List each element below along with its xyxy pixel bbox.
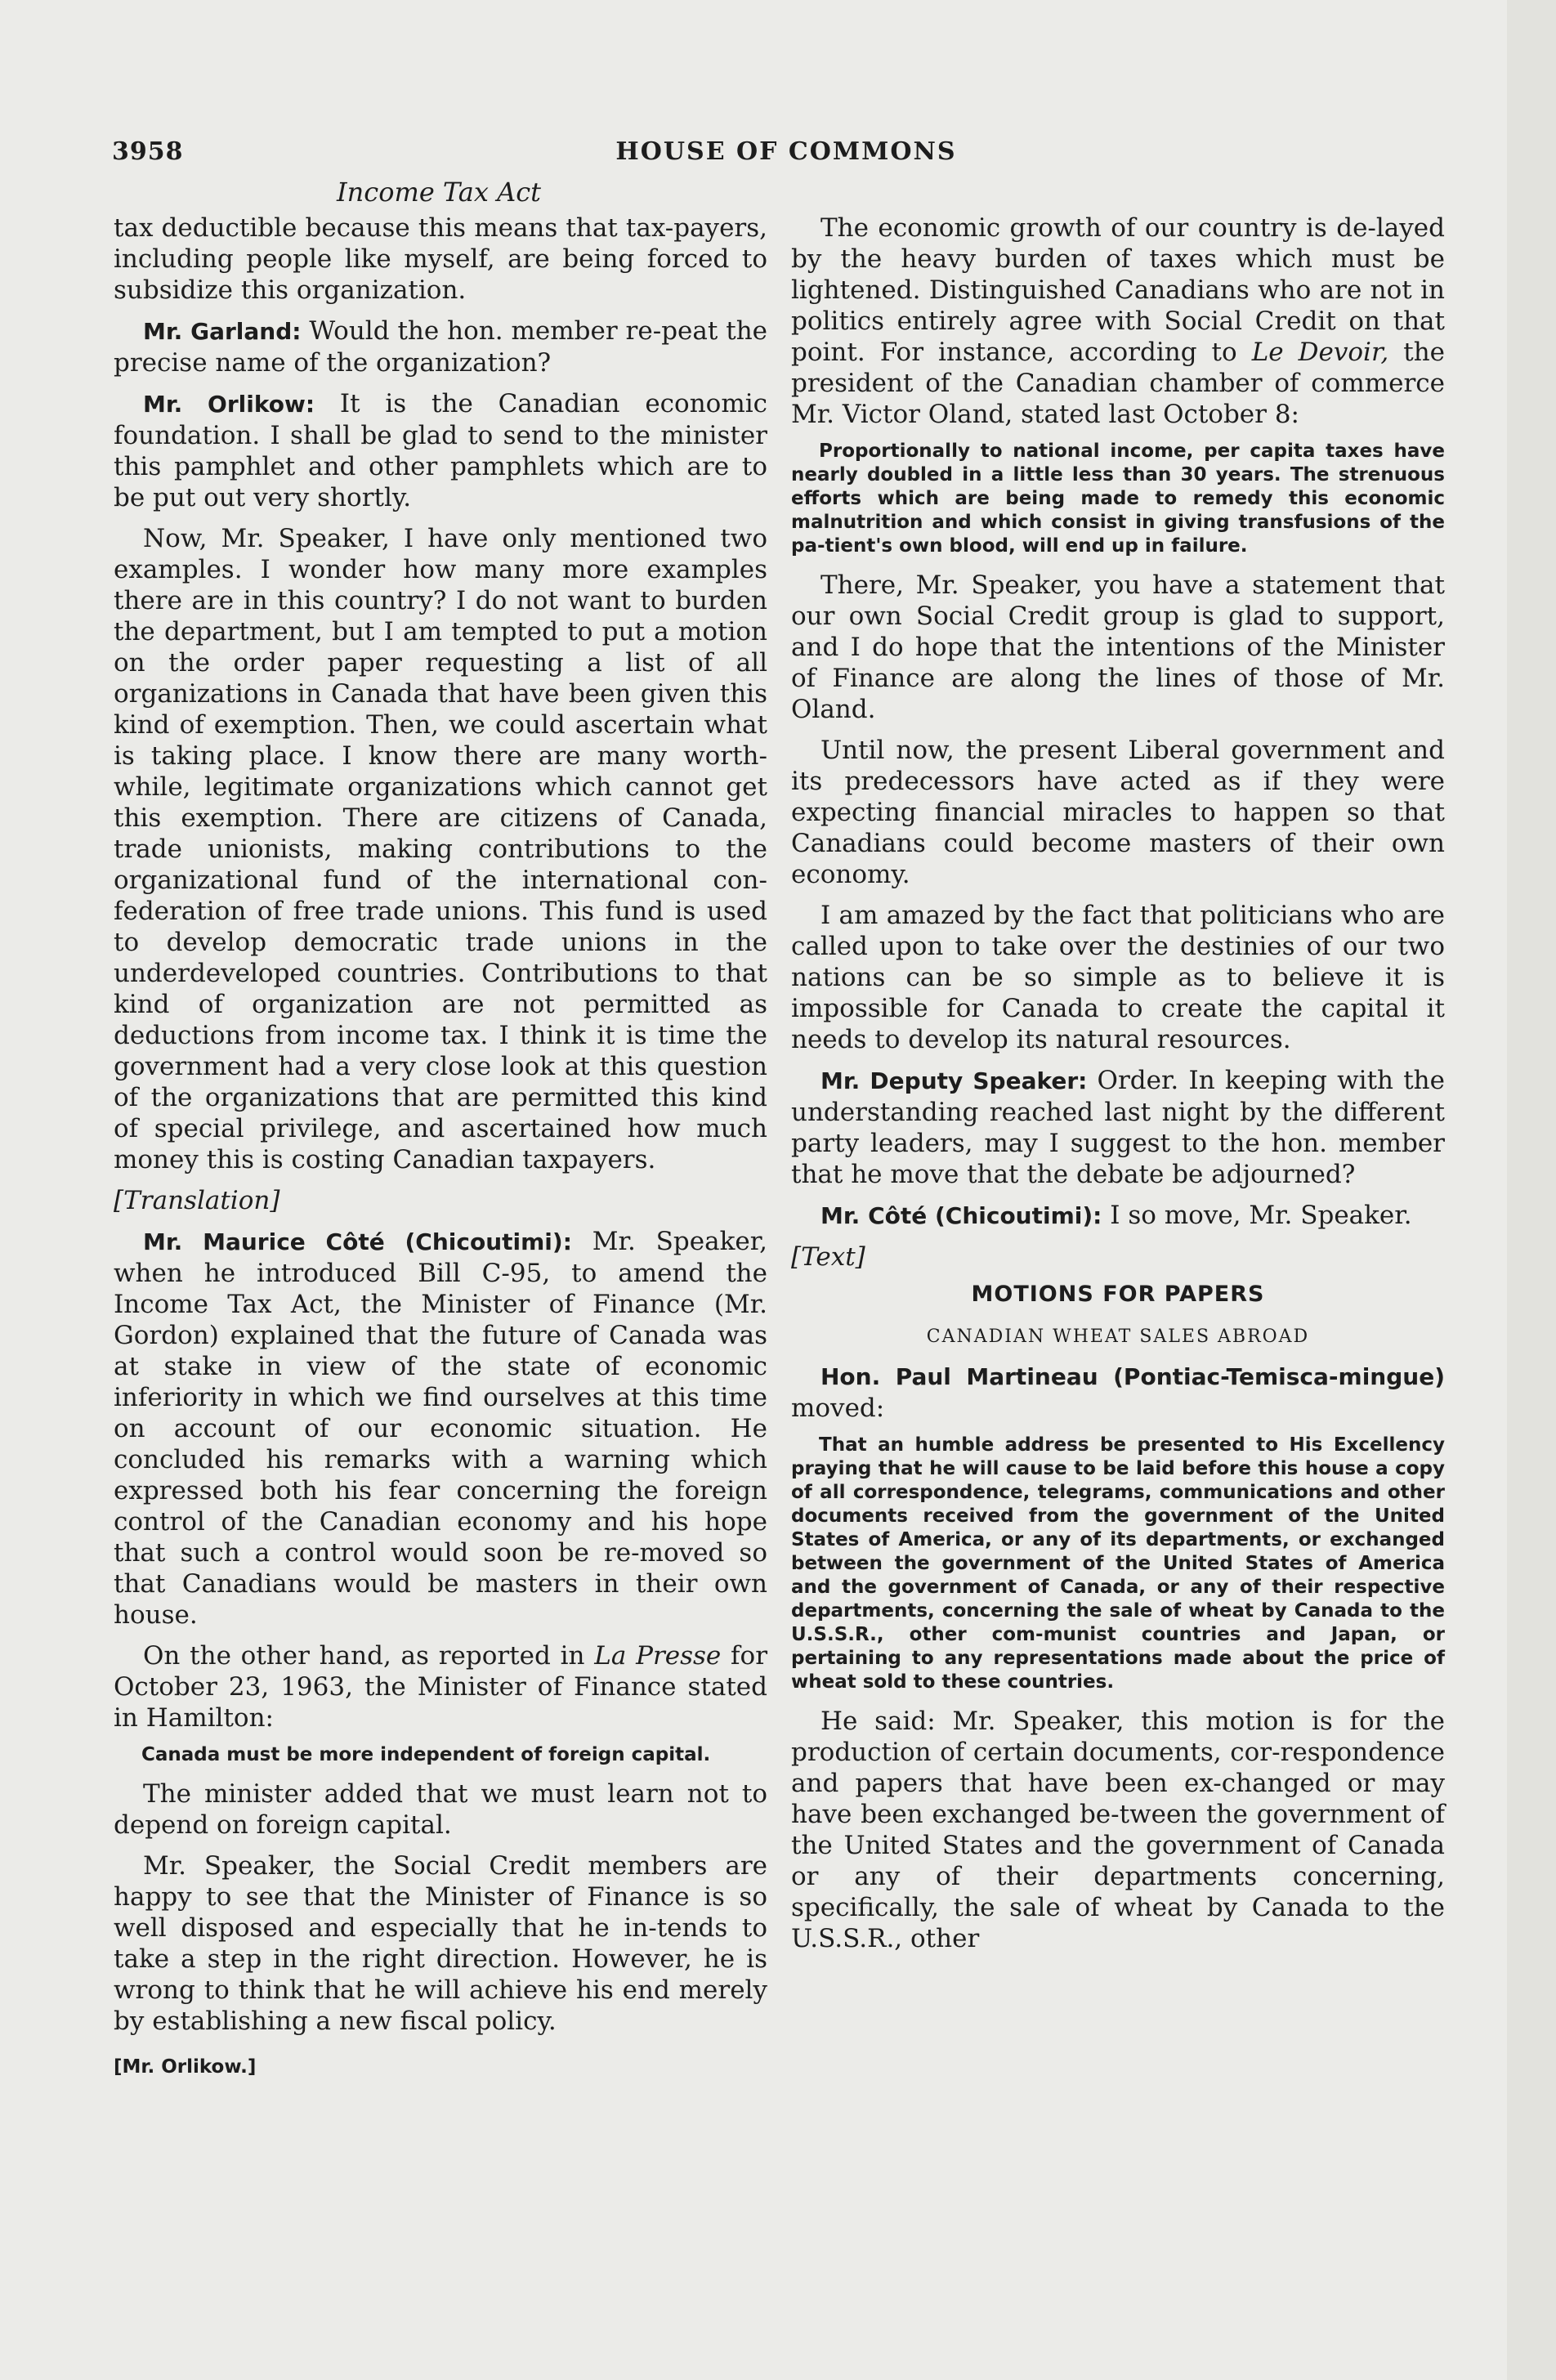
- right-column: [791, 212, 1445, 1954]
- speaker-name: Mr. Maurice Côté (Chicoutimi):: [143, 1228, 572, 1255]
- speech-text: I so move, Mr. Speaker.: [1102, 1201, 1412, 1230]
- text-run: On the other hand, as reported in: [143, 1641, 595, 1671]
- text-run: The economic growth of our country is de-layed by the heavy burden of taxes which must be lightened. Distinguished Canadians who are not in politics entirely agree with Social Credit on that point. For instance, according to: [791, 213, 1445, 367]
- paragraph: [114, 388, 767, 513]
- publication-name: Le Devoir,: [1251, 338, 1389, 367]
- paragraph: Now, Mr. Speaker, I have only mentioned two examples. I wonder how many more examples there are in this country? I do not want to burden the department, but I am tempted to put a motion on the order paper requesting a list of all organizations in Canada that have been given this kind of exemption. Then, we could ascertain what is taking place. I know there are many worth-while, legitimate organizations which cannot get this exemption. There are citizens of Canada, trade unionists, making contributions to the organizational fund of the international con-federation of free trade unions. This fund is used to develop democratic trade unions in the underdeveloped countries. Contributions to that kind of organization are not permitted as deductions from income tax. I think it is time the government had a very close look at this question of the organizations that are permitted this kind of special privilege, and ascertained how much money this is costing Canadian taxpayers.: [114, 524, 767, 1174]
- footer-reference: [Mr. Orlikow.]: [114, 2056, 257, 2078]
- speech-text: Would the hon. member re-peat the precise name of the organization?: [114, 316, 768, 378]
- paragraph: I am amazed by the fact that politicians who are called upon to take over the destinies of our two nations can be so simple as to believe it is impossible for Canada to create the capital it needs to develop its natural resources.: [791, 901, 1445, 1054]
- section-label-translation: [Translation]: [114, 1186, 280, 1215]
- page-edge: [1507, 0, 1556, 2380]
- paragraph: Until now, the present Liberal government and its predecessors have acted as if they were expecting financial miracles to happen so that Canadians could become masters of their own economy.: [791, 736, 1445, 889]
- block-quote: Canada must be more independent of foreign capital.: [141, 1744, 711, 1765]
- speaker-name: Mr. Côté (Chicoutimi):: [820, 1202, 1102, 1229]
- heading-canadian-wheat-sales: CANADIAN WHEAT SALES ABROAD: [926, 1326, 1310, 1347]
- publication-name: La Presse: [594, 1641, 722, 1671]
- paragraph: [114, 1640, 767, 1734]
- paragraph: [791, 1200, 1445, 1232]
- left-column: [114, 212, 767, 2082]
- paragraph: [114, 1226, 767, 1631]
- block-quote: That an humble address be presented to His Excellency praying that he will cause to be laid before this house a copy of all correspondence, telegrams, communications and other documents received from the government of the United States of America, or any of its departments, or exchanged between the government of the United States of America and the government of Canada, or any of their respective departments, concerning the sale of wheat by Canada to the U.S.S.R., other com-munist countries and Japan, or pertaining to any representations made about the price of wheat sold to these countries.: [791, 1434, 1445, 1693]
- paragraph: [791, 212, 1445, 430]
- text-run: for October 23, 1963, the Minister of Finance stated in Hamilton:: [114, 1641, 768, 1733]
- page-header: [112, 137, 1460, 170]
- heading-motions-for-papers: MOTIONS FOR PAPERS: [971, 1282, 1265, 1307]
- section-subtitle: Income Tax Act: [337, 177, 541, 208]
- block-quote: Proportionally to national income, per capita taxes have nearly doubled in a little less than 30 years. The strenuous efforts which are being made to remedy this economic malnutrition and which consist in giving transfusions of the pa-tient's own blood, will end up in failure.: [791, 441, 1445, 557]
- paragraph: There, Mr. Speaker, you have a statement that our own Social Credit group is glad to support, and I do hope that the intentions of the Minister of Finance are along the lines of those of Mr. Oland.: [791, 570, 1445, 724]
- paragraph: Mr. Speaker, the Social Credit members are happy to see that the Minister of Finance is so well disposed and especially that he in-tends to take a step in the right direction. However, he is wrong to think that he will achieve his end merely by establishing a new fiscal policy.: [114, 1851, 767, 2036]
- paragraph: [791, 1361, 1445, 1424]
- paragraph: He said: Mr. Speaker, this motion is for the production of certain documents, cor-respondence and papers that have been ex-changed or may have been exchanged be-tween the government of the United States and the government of Canada or any of their departments concerning, specifically, the sale of wheat by Canada to the U.S.S.R., other: [791, 1707, 1445, 1953]
- running-title: HOUSE OF COMMONS: [615, 137, 957, 166]
- paragraph: [114, 315, 767, 378]
- speech-text: Order. In keeping with the understanding reached last night by the different party leaders, may I suggest to the hon. member that he move that the debate be adjourned?: [791, 1066, 1445, 1189]
- paragraph: tax deductible because this means that tax-payers, including people like myself, are being forced to subsidize this organization.: [114, 213, 767, 305]
- paragraph: [791, 1065, 1445, 1190]
- speaker-name: Mr. Garland:: [143, 318, 302, 345]
- speech-text: It is the Canadian economic foundation. I shall be glad to send to the minister this pamphlet and other pamphlets which are to be put out very shortly.: [114, 389, 768, 512]
- speaker-name: Mr. Orlikow:: [143, 391, 315, 418]
- text-run: the president of the Canadian chamber of commerce Mr. Victor Oland, stated last October 8:: [791, 338, 1445, 429]
- paragraph: The minister added that we must learn not to depend on foreign capital.: [114, 1779, 767, 1840]
- page-number: 3958: [112, 137, 184, 166]
- speech-text: moved:: [791, 1394, 885, 1423]
- speaker-name: Mr. Deputy Speaker:: [820, 1067, 1088, 1094]
- section-label-text: [Text]: [791, 1242, 865, 1272]
- speaker-name: Hon. Paul Martineau (Pontiac-Temisca-mingue): [820, 1363, 1445, 1390]
- speech-text: Mr. Speaker, when he introduced Bill C-95, to amend the Income Tax Act, the Minister of Finance (Mr. Gordon) explained that the future of Canada was at stake in view of the state of economic inferiority in which we find ourselves at this time on account of our economic situation. He concluded his remarks with a warning which expressed both his fear concerning the foreign control of the Canadian economy and his hope that such a control would soon be re-moved so that Canadians would be masters in their own house.: [114, 1227, 767, 1630]
